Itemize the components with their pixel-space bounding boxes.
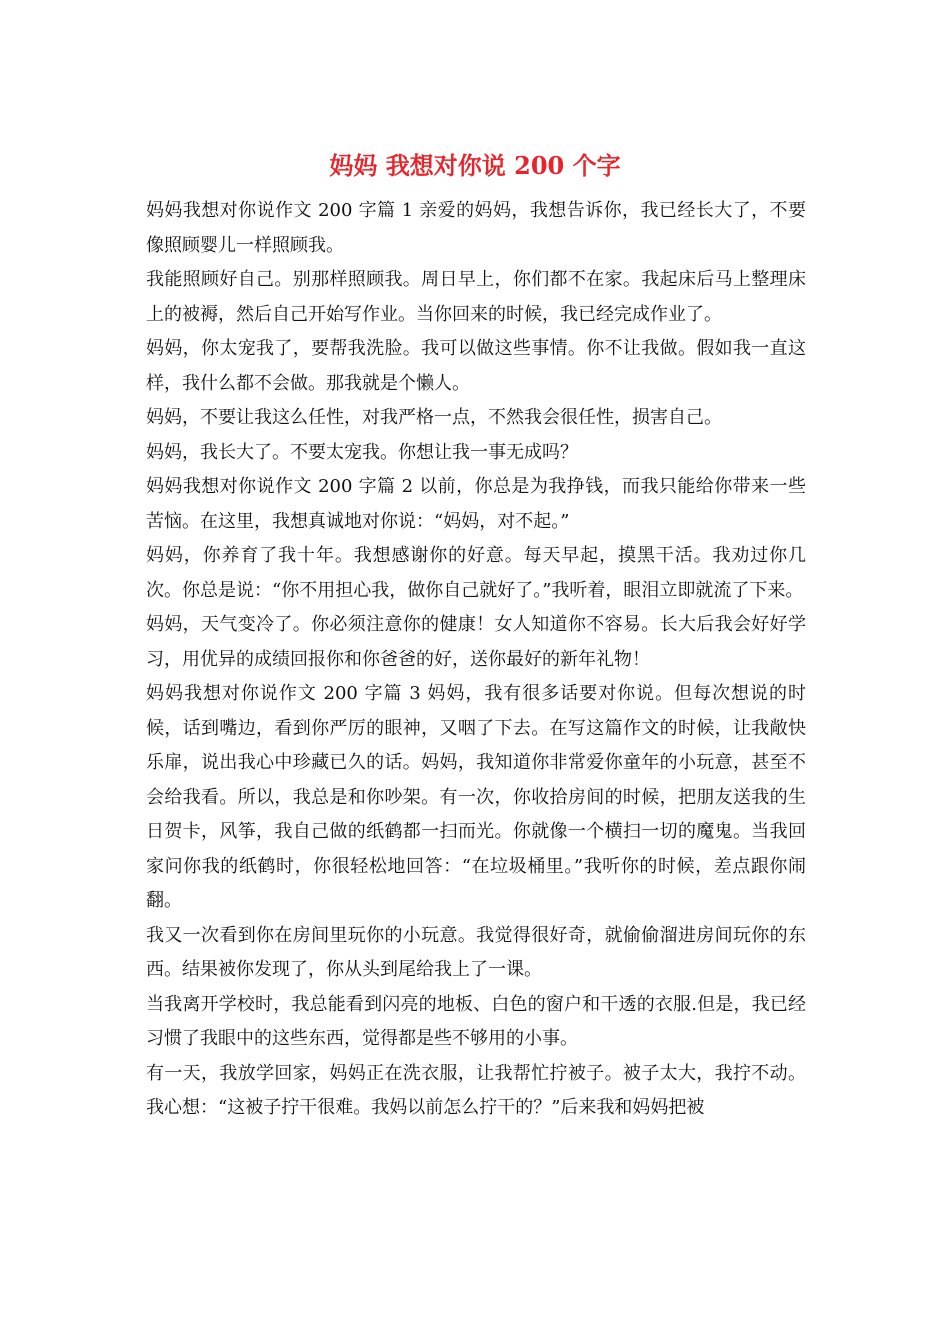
page-title: 妈妈 我想对你说 200 个字	[329, 151, 621, 180]
paragraph-2: 我能照顾好自己。别那样照顾我。周日早上，你们都不在家。我起床后马上整理床上的被褥，然后自己开始写作业。当你回来的时候，我已经完成作业了。	[146, 269, 806, 325]
paragraph-9: 妈妈我想对你说作文 200 字篇 3 妈妈，我有很多话要对你说。但每次想说的时候，话到嘴边，看到你严厉的眼神，又咽了下去。在写这篇作文的时候，让我敞快乐扉，说出我心中珍藏已久的话。妈妈，我知道你非常爱你童年的小玩意，甚至不会给我看。所以，我总是和你吵架。有一次，你收拾房间的时候，把朋友送我的生日贺卡，风筝，我自己做的纸鹤都一扫而光。你就像一个横扫一切的魔鬼。当我回家问你我的纸鹤时，你很轻松地回答：“在垃圾桶里。”我听你的时候，差点跟你闹翻。	[146, 683, 806, 911]
paragraph-3: 妈妈，你太宠我了，要帮我洗脸。我可以做这些事情。你不让我做。假如我一直这样，我什么都不会做。那我就是个懒人。	[146, 338, 806, 394]
paragraph-12: 有一天，我放学回家，妈妈正在洗衣服，让我帮忙拧被子。被子太大，我拧不动。我心想：“这被子拧干很难。我妈以前怎么拧干的？”后来我和妈妈把被	[146, 1062, 806, 1118]
paragraph-8: 妈妈，天气变冷了。你必须注意你的健康！女人知道你不容易。长大后我会好好学习，用优异的成绩回报你和你爸爸的好，送你最好的新年礼物！	[146, 614, 806, 670]
paragraph-11: 当我离开学校时，我总能看到闪亮的地板、白色的窗户和干透的衣服.但是，我已经习惯了我眼中的这些东西，觉得都是些不够用的小事。	[146, 993, 806, 1049]
paragraph-10: 我又一次看到你在房间里玩你的小玩意。我觉得很好奇，就偷偷溜进房间玩你的东西。结果被你发现了，你从头到尾给我上了一课。	[146, 924, 806, 980]
paragraph-1: 妈妈我想对你说作文 200 字篇 1 亲爱的妈妈，我想告诉你，我已经长大了，不要像照顾婴儿一样照顾我。	[146, 200, 806, 256]
article-body	[146, 194, 806, 1126]
paragraph-6: 妈妈我想对你说作文 200 字篇 2 以前，你总是为我挣钱，而我只能给你带来一些苦恼。在这里，我想真诚地对你说：“妈妈，对不起。”	[146, 476, 806, 532]
paragraph-4: 妈妈，不要让我这么任性，对我严格一点，不然我会很任性，损害自己。	[146, 407, 722, 428]
paragraph-5: 妈妈，我长大了。不要太宠我。你想让我一事无成吗？	[146, 441, 578, 463]
paragraph-7: 妈妈，你养育了我十年。我想感谢你的好意。每天早起，摸黑干活。我劝过你几次。你总是说：“你不用担心我，做你自己就好了。”我听着，眼泪立即就流了下来。	[146, 545, 806, 601]
